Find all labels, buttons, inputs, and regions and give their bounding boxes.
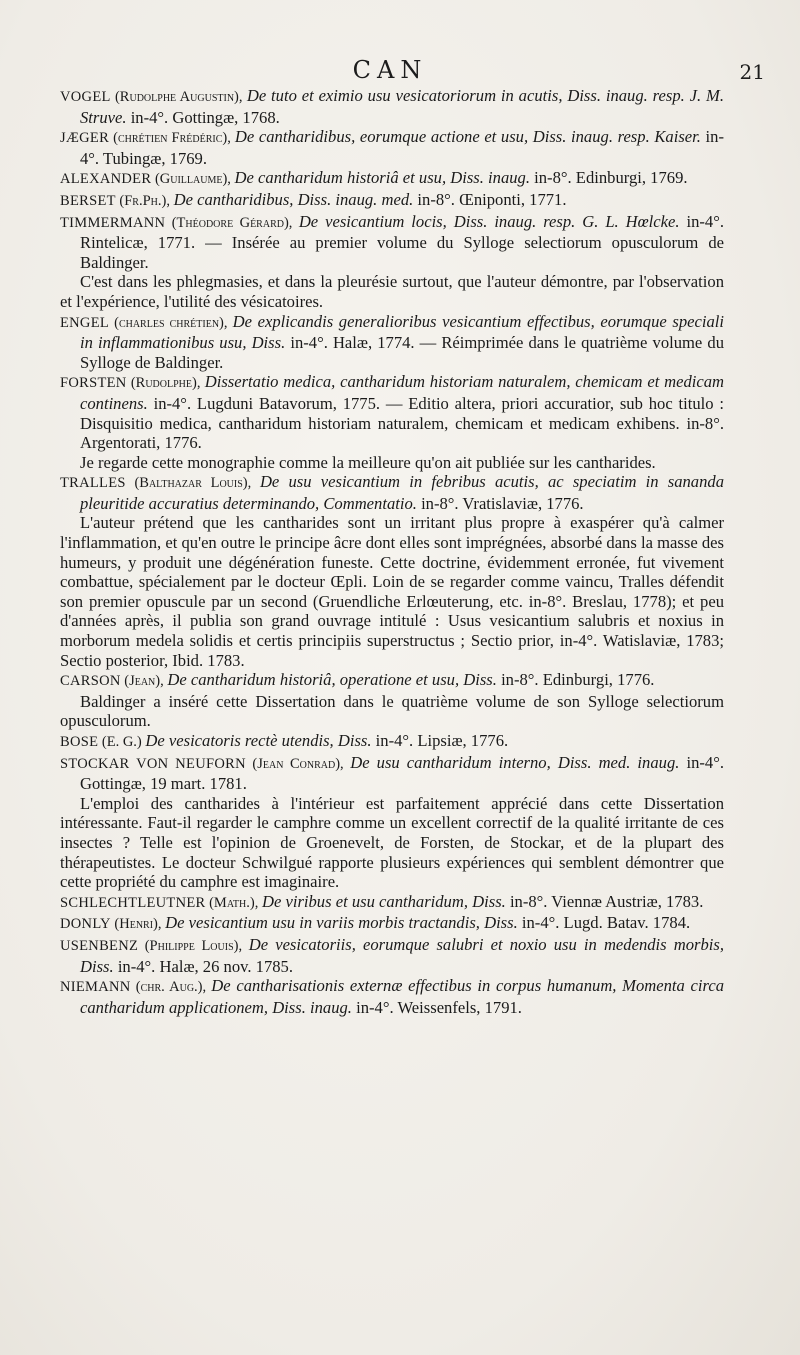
author-given-names: (Rudolphe), — [126, 375, 205, 392]
author-given-names: (Jean), — [120, 673, 168, 690]
commentary-paragraph: Je regarde cette monographie comme la meilleure qu'on ait publiée sur les cantharides. — [80, 452, 656, 472]
work-title: De cantharisationis externæ effectibus in corpus humanum, Momenta circa cantharidum applicationem, Diss. inaug. — [80, 976, 724, 1017]
work-title: De cantharidibus, Diss. inaug. med. — [173, 189, 414, 209]
author-name: JÆGER — [60, 130, 110, 147]
author-given-names: (Philippe Louis), — [138, 937, 249, 954]
publication-details: in-4°. Lipsiæ, 1776. — [371, 731, 509, 750]
author-given-names: (chrétien Frédéric), — [109, 130, 235, 147]
running-head: CAN — [352, 56, 428, 84]
author-given-names: (charles chrétien), — [109, 314, 233, 331]
bibliography-entry — [60, 372, 724, 452]
bibliography-text — [60, 86, 724, 1017]
commentary-paragraph: L'emploi des cantharides à l'intérieur est parfaitement apprécié dans cette Dissertation intéressante. Faut-il regarder le camphre comme un excellent correctif de la qualité irritante de ces insectes ? Telle est l'opinion de Groenevelt, de Forsten, de Stockar, et de la plupart des thérapeutistes. Le docteur Schwilgué rapporte plusieurs expériences qui semblent démontrer que cette propriété du camphre est imaginaire. — [60, 793, 724, 892]
author-name: CARSON — [60, 673, 121, 690]
publication-details: in-4°. Lugd. Batav. 1784. — [517, 913, 691, 933]
author-name: NIEMANN — [60, 979, 131, 996]
work-title: De cantharidum historiâ et usu, Diss. inaug. — [234, 168, 530, 188]
bibliography-entry — [60, 731, 724, 753]
commentary-paragraph: Baldinger a inséré cette Dissertation dans le quatrième volume de son Sylloge selectiorum opusculorum. — [60, 691, 724, 731]
work-title: De tuto et eximio usu vesicatoriorum in acutis, Diss. inaug. resp. J. M. Struve. — [80, 86, 724, 127]
publication-details: in-8°. Edinburgi, 1769. — [530, 168, 688, 188]
author-given-names: (Balthazar Louis), — [125, 475, 260, 492]
author-name: TRALLES — [60, 475, 126, 492]
publication-details: in-4°. Halæ, 1774. — Réimprimée dans le quatrième volume du Sylloge de Baldinger. — [80, 333, 724, 372]
work-title: De usu cantharidum interno, Diss. med. inaug. — [350, 752, 680, 772]
publication-details: in-8°. Edinburgi, 1776. — [496, 670, 655, 690]
publication-details: in-4°. Rintelicæ, 1771. — Insérée au premier volume du Sylloge selectiorum opusculorum de Baldinger. — [80, 211, 724, 272]
bibliography-entry — [60, 472, 724, 513]
author-name: FORSTEN — [60, 375, 127, 392]
publication-details: in-4°. Tubingæ, 1769. — [80, 127, 724, 168]
publication-details: in-8°. Œniponti, 1771. — [413, 189, 567, 209]
author-given-names: (Rudolphe Augustin), — [110, 89, 247, 105]
bibliography-entry — [60, 892, 724, 914]
author-name: BOSE — [60, 734, 99, 750]
work-title: Dissertatio medica, cantharidum historiam naturalem, chemicam et medicam continens. — [80, 372, 724, 413]
bibliography-entry — [60, 913, 724, 935]
author-given-names: (Guillaume), — [151, 171, 235, 188]
author-given-names: (Fr.Ph.), — [115, 192, 174, 209]
work-title: De vesicantium locis, Diss. inaug. resp. G. L. Hœlcke. — [298, 211, 680, 231]
author-name: BERSET — [60, 192, 116, 209]
bibliography-entry — [60, 86, 724, 127]
author-name: USENBENZ — [60, 937, 139, 954]
bibliography-entry — [60, 976, 724, 1017]
author-name: VOGEL — [60, 89, 111, 105]
author-given-names: (Math.), — [205, 894, 262, 911]
work-title: De vesicatoriis, eorumque salubri et noxio usu in medendis morbis, Diss. — [80, 934, 724, 976]
publication-details: in-4°. Lugduni Batavorum, 1775. — Editio altera, priori accuratior, sub hoc titulo : Disquisitio medica, cantharidum historiam naturalem, chemicam et medicam exhibens. in-8°. Argentorati, 1776. — [80, 393, 724, 453]
publication-details: in-8°. Viennæ Austriæ, 1783. — [505, 891, 704, 911]
work-title: De cantharidum historiâ, operatione et usu, Diss. — [167, 670, 497, 690]
author-given-names: (Théodore Gérard), — [165, 214, 299, 231]
bibliography-entry — [60, 127, 724, 168]
work-title: De vesicantium usu in variis morbis tractandis, Diss. — [165, 913, 518, 933]
author-name: ENGEL — [60, 314, 110, 331]
bibliography-entry — [60, 935, 724, 976]
bibliography-entry — [60, 212, 724, 273]
author-given-names: (Henri), — [110, 916, 166, 933]
page-number: 21 — [739, 60, 765, 84]
author-name: STOCKAR VON NEUFORN — [60, 755, 246, 772]
author-given-names: (chr. Aug.), — [130, 979, 212, 996]
bibliography-entry — [60, 670, 724, 692]
work-title: De viribus et usu cantharidum, Diss. — [261, 891, 506, 911]
bibliography-entry — [60, 312, 724, 373]
author-given-names: (E. G.) — [98, 734, 146, 750]
work-title: De vesicatoris rectè utendis, Diss. — [145, 731, 372, 750]
author-name: ALEXANDER — [60, 171, 152, 188]
work-title: De explicandis generalioribus vesicantium effectibus, eorumque speciali in inflammationibus usu, Diss. — [80, 311, 724, 353]
commentary-paragraph: L'auteur prétend que les cantharides sont un irritant plus propre à exaspérer qu'à calmer l'inflammation, et qu'en outre le principe âcre dont elles sont imprégnées, absorbé dans la masse des humeurs, y produit une dégénération funeste. Cette doctrine, évidemment erronée, fut vivement combattue, spécialement par le docteur Œpli. Loin de se regarder comme vaincu, Tralles défendit son premier opuscule par un second (Gruendliche Erlœuterung, etc. in-8°. Breslau, 1778); et peu d'années après, il publia son grand ouvrage intitulé : Usus vesicantium salubris et noxius in morborum medela solidis et certis principiis superstructus ; Sectio prior, in-4°. Watislaviæ, 1783; Sectio posterior, Ibid. 1783. — [60, 513, 724, 670]
publication-details: in-4°. Halæ, 26 nov. 1785. — [113, 956, 293, 976]
publication-details: in-4°. Gottingæ, 19 mart. 1781. — [80, 752, 724, 794]
bibliography-entry — [60, 190, 724, 212]
publication-details: in-8°. Vratislaviæ, 1776. — [416, 493, 584, 513]
bibliography-entry — [60, 753, 724, 794]
publication-details: in-4°. Weissenfels, 1791. — [351, 997, 522, 1017]
author-given-names: (Jean Conrad), — [245, 755, 351, 772]
work-title: De cantharidibus, eorumque actione et usu, Diss. inaug. resp. Kaiser. — [234, 127, 701, 147]
page-header — [60, 56, 765, 88]
publication-details: in-4°. Gottingæ, 1768. — [126, 107, 280, 127]
work-title: De usu vesicantium in febribus acutis, ac speciatim in sananda pleuritide accuratius determinando, Commentatio. — [80, 472, 724, 513]
author-name: DONLY — [60, 916, 111, 933]
commentary-paragraph: C'est dans les phlegmasies, et dans la pleurésie surtout, que l'auteur démontre, par l'observation et l'expérience, l'utilité des vésicatoires. — [60, 272, 724, 311]
author-name: TIMMERMANN — [60, 214, 166, 231]
author-name: SCHLECHTLEUTNER — [60, 894, 206, 911]
bibliography-entry — [60, 168, 724, 190]
